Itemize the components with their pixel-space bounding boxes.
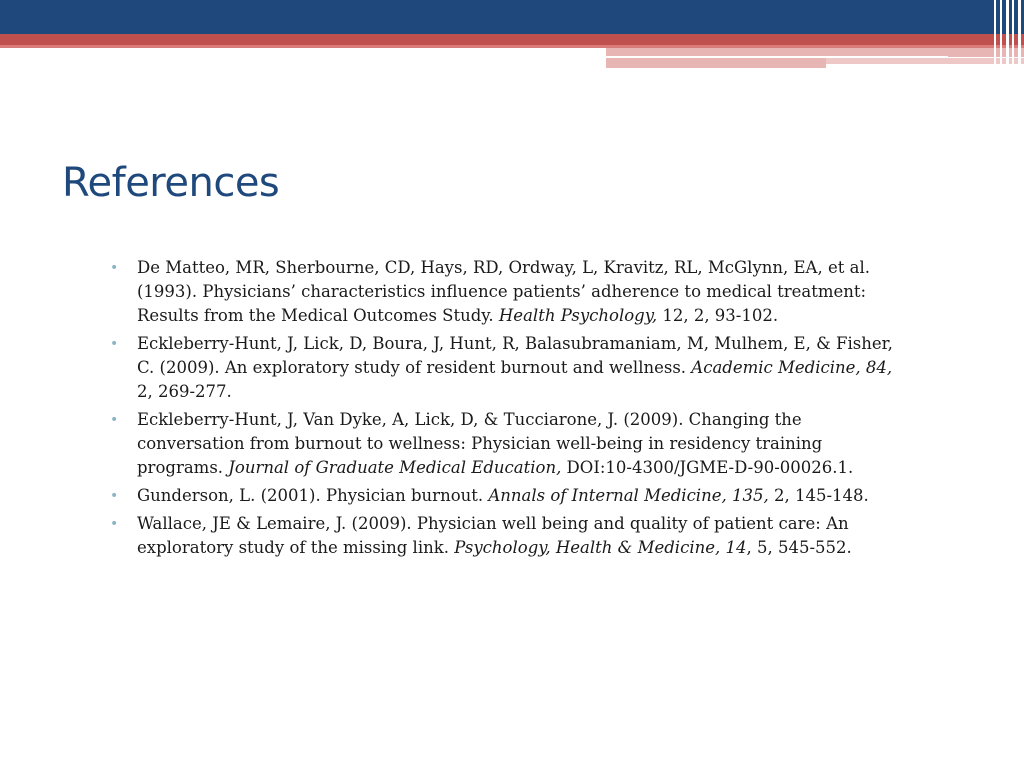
reference-journal: Psychology, Health & Medicine, 14 (454, 538, 747, 557)
bullet-icon: • (110, 488, 119, 504)
bullet-icon: • (110, 516, 119, 532)
header-stripe (1012, 0, 1014, 70)
reference-text: Eckleberry-Hunt, J, Van Dyke, A, Lick, D, & Tucciarone, J. (2009). Changing the conversation from burnout to wellness: Physician well-being in residency training programs. (137, 410, 823, 477)
header-stripe (1006, 0, 1009, 70)
bullet-icon: • (110, 336, 119, 352)
reference-journal: Journal of Graduate Medical Education, (228, 458, 562, 477)
bullet-icon: • (110, 412, 119, 428)
header-stripe (1018, 0, 1021, 70)
reference-item (110, 332, 900, 404)
slide-title: References (62, 160, 280, 206)
reference-item (110, 484, 900, 508)
reference-item (110, 512, 900, 560)
bullet-icon: • (110, 260, 119, 276)
reference-text: De Matteo, MR, Sherbourne, CD, Hays, RD, Ordway, L, Kravitz, RL, McGlynn, EA, et al. (1993). Physicians’ characteristics influence patients’ adherence to medical treatment: Results from the Medical Outcomes Study. (137, 258, 870, 325)
header-band-navy (0, 0, 1024, 34)
reference-tail: 2, 145-148. (768, 486, 869, 505)
reference-journal: Academic Medicine, 84, (691, 358, 893, 377)
reference-list (110, 256, 900, 564)
reference-tail: 12, 2, 93-102. (657, 306, 779, 325)
reference-journal: Annals of Internal Medicine, 135, (488, 486, 769, 505)
reference-journal: Health Psychology, (498, 306, 658, 325)
header-band-pink-lower (606, 58, 826, 68)
reference-tail: 2, 269-277. (137, 382, 232, 401)
reference-tail: DOI:10-4300/JGME-D-90-00026.1. (561, 458, 854, 477)
header-stripe (994, 0, 996, 70)
reference-text: Wallace, JE & Lemaire, J. (2009). Physician well being and quality of patient care: An exploratory study of the missing link. (137, 514, 849, 557)
reference-item (110, 256, 900, 328)
header-stripe (1000, 0, 1002, 70)
reference-text: Eckleberry-Hunt, J, Lick, D, Boura, J, Hunt, R, Balasubramaniam, M, Mulhem, E, & Fisher, C. (2009). An exploratory study of resident burnout and wellness. (137, 334, 893, 377)
reference-tail: , 5, 545-552. (746, 538, 852, 557)
reference-text: Gunderson, L. (2001). Physician burnout. (137, 486, 489, 505)
reference-item (110, 408, 900, 480)
